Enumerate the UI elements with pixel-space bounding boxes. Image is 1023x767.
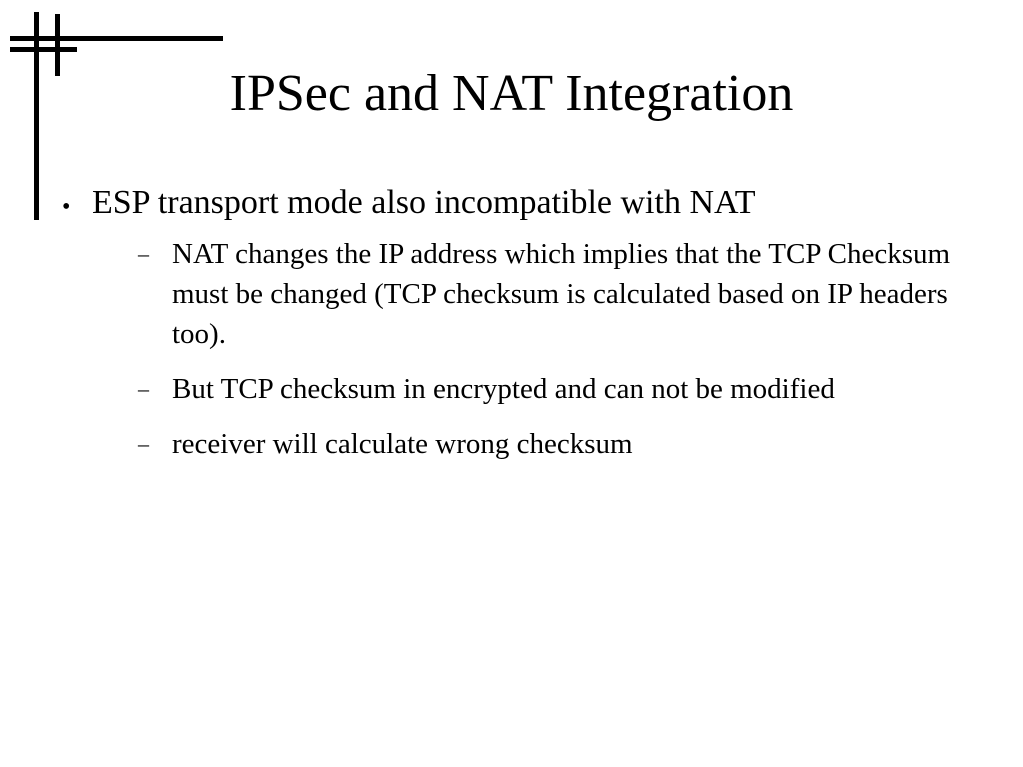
bullet-text: ESP transport mode also incompatible with NAT [92, 184, 756, 221]
sub-bullet-list [138, 234, 968, 464]
bullet-list [58, 180, 988, 479]
decorative-horizontal-line [10, 36, 223, 41]
sub-bullet-marker: – [138, 376, 149, 401]
bullet-item [58, 180, 988, 479]
sub-bullet-marker: – [138, 431, 149, 456]
bullet-content [92, 180, 968, 479]
sub-bullet-text: NAT changes the IP address which implies that the TCP Checksum must be changed (TCP checksum is calculated based on IP headers too). [172, 238, 951, 350]
sub-bullet-text: receiver will calculate wrong checksum [172, 428, 633, 460]
sub-bullet-item [138, 234, 968, 354]
sub-bullet-text: But TCP checksum in encrypted and can not be modified [172, 373, 835, 405]
sub-bullet-marker: – [138, 241, 149, 266]
decorative-horizontal-line-short [10, 47, 77, 52]
bullet-marker: • [62, 194, 71, 220]
sub-bullet-item [138, 424, 968, 464]
slide-title: IPSec and NAT Integration [229, 65, 794, 122]
sub-bullet-item [138, 369, 968, 409]
